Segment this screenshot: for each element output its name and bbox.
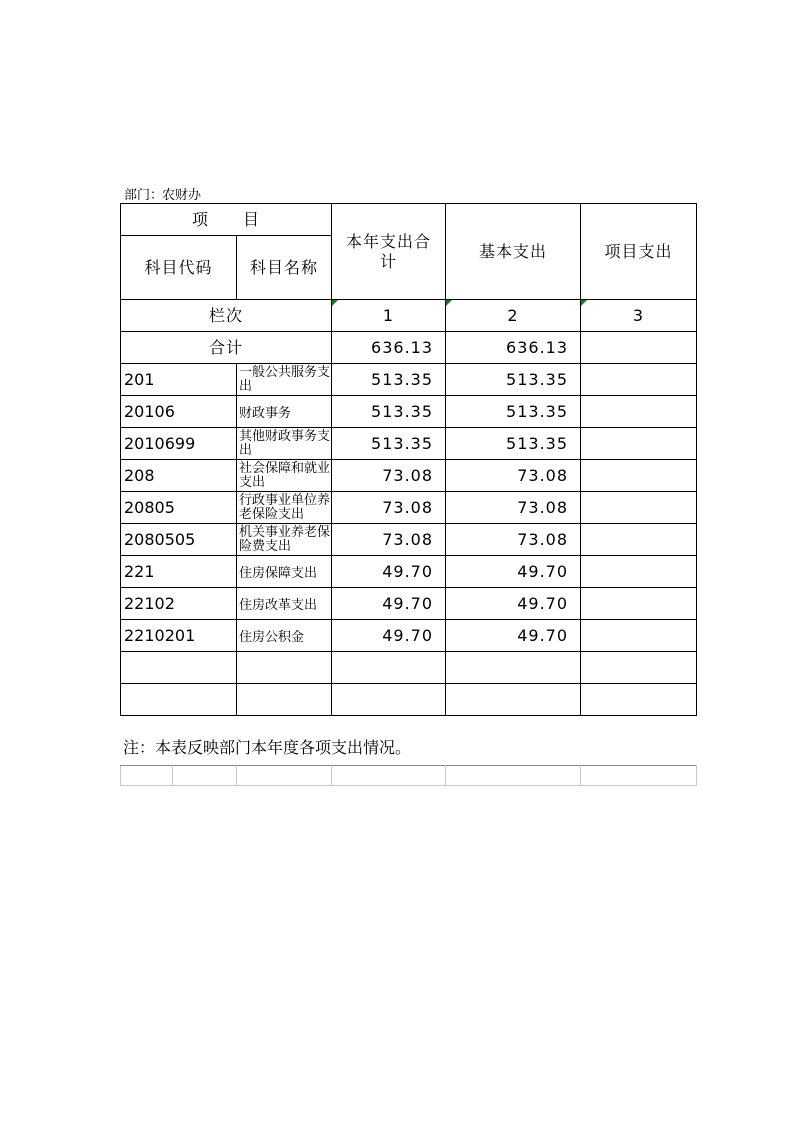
row-name: 一般公共服务支出 — [237, 364, 332, 396]
empty-grid-row — [120, 765, 697, 786]
row-total — [332, 652, 446, 684]
row-name: 住房公积金 — [237, 620, 332, 652]
index-2-text: 2 — [507, 305, 519, 325]
row-project — [581, 652, 697, 684]
row-basic — [446, 652, 581, 684]
department-label: 部门： — [124, 188, 164, 203]
header-total-text: 本年支出合计 — [346, 231, 432, 271]
row-name — [237, 652, 332, 684]
row-basic: 49.70 — [446, 588, 581, 620]
row-project — [581, 364, 697, 396]
row-code: 22102 — [121, 588, 237, 620]
table-row — [121, 588, 697, 620]
table-row — [121, 396, 697, 428]
expenditure-table — [120, 203, 697, 716]
row-total: 73.08 — [332, 460, 446, 492]
row-total: 513.35 — [332, 428, 446, 460]
row-basic: 513.35 — [446, 364, 581, 396]
row-basic: 513.35 — [446, 396, 581, 428]
header-item: 项 目 — [121, 204, 332, 236]
row-basic — [446, 684, 581, 716]
row-name: 住房保障支出 — [237, 556, 332, 588]
row-code: 208 — [121, 460, 237, 492]
row-project — [581, 492, 697, 524]
row-total: 49.70 — [332, 620, 446, 652]
empty-cell — [446, 766, 581, 786]
department-value: 农财办 — [162, 188, 202, 203]
empty-cell — [581, 766, 697, 786]
row-code: 221 — [121, 556, 237, 588]
index-3-text: 3 — [632, 305, 645, 325]
department-line — [124, 184, 202, 203]
table-row — [121, 652, 697, 684]
row-code — [121, 652, 237, 684]
row-project — [581, 460, 697, 492]
empty-cell — [121, 766, 173, 786]
row-project — [581, 524, 697, 556]
row-code: 201 — [121, 364, 237, 396]
row-project — [581, 396, 697, 428]
row-total — [332, 684, 446, 716]
row-basic: 73.08 — [446, 524, 581, 556]
row-name: 其他财政事务支出 — [237, 428, 332, 460]
table-row — [121, 620, 697, 652]
index-1-text: 1 — [382, 305, 395, 325]
row-basic: 49.70 — [446, 556, 581, 588]
table-row — [121, 524, 697, 556]
row-project — [581, 588, 697, 620]
header-project: 项目支出 — [581, 204, 697, 300]
header-name: 科目名称 — [237, 236, 332, 300]
comment-marker-icon — [581, 300, 587, 306]
row-basic: 49.70 — [446, 620, 581, 652]
row-total: 513.35 — [332, 364, 446, 396]
empty-cell — [173, 766, 237, 786]
index-2 — [446, 300, 581, 332]
row-name: 机关事业养老保险费支出 — [237, 524, 332, 556]
row-total: 73.08 — [332, 492, 446, 524]
row-name: 行政事业单位养老保险支出 — [237, 492, 332, 524]
row-index-label: 栏次 — [121, 300, 332, 332]
table-note: 注：本表反映部门本年度各项支出情况。 — [123, 738, 412, 757]
sum-basic: 636.13 — [446, 332, 581, 364]
row-code: 2210201 — [121, 620, 237, 652]
index-3 — [581, 300, 697, 332]
table-row — [121, 684, 697, 716]
row-name: 财政事务 — [237, 396, 332, 428]
row-total: 73.08 — [332, 524, 446, 556]
empty-cell — [237, 766, 332, 786]
header-code: 科目代码 — [121, 236, 237, 300]
table-row — [121, 556, 697, 588]
row-basic: 73.08 — [446, 492, 581, 524]
comment-marker-icon — [332, 300, 338, 306]
header-basic: 基本支出 — [446, 204, 581, 300]
table-row — [121, 492, 697, 524]
row-project — [581, 556, 697, 588]
row-code: 2080505 — [121, 524, 237, 556]
row-total: 49.70 — [332, 556, 446, 588]
sum-total: 636.13 — [332, 332, 446, 364]
sum-project — [581, 332, 697, 364]
row-basic: 73.08 — [446, 460, 581, 492]
row-total: 49.70 — [332, 588, 446, 620]
row-name: 社会保障和就业支出 — [237, 460, 332, 492]
header-total — [332, 204, 446, 300]
row-code: 2010699 — [121, 428, 237, 460]
row-project — [581, 428, 697, 460]
index-1 — [332, 300, 446, 332]
sum-label: 合计 — [121, 332, 332, 364]
row-name: 住房改革支出 — [237, 588, 332, 620]
row-code — [121, 684, 237, 716]
table-row — [121, 428, 697, 460]
table-row — [121, 460, 697, 492]
comment-marker-icon — [446, 300, 452, 306]
row-name — [237, 684, 332, 716]
row-project — [581, 620, 697, 652]
empty-cell — [332, 766, 446, 786]
table-row — [121, 364, 697, 396]
row-project — [581, 684, 697, 716]
row-code: 20106 — [121, 396, 237, 428]
row-code: 20805 — [121, 492, 237, 524]
row-basic: 513.35 — [446, 428, 581, 460]
row-total: 513.35 — [332, 396, 446, 428]
